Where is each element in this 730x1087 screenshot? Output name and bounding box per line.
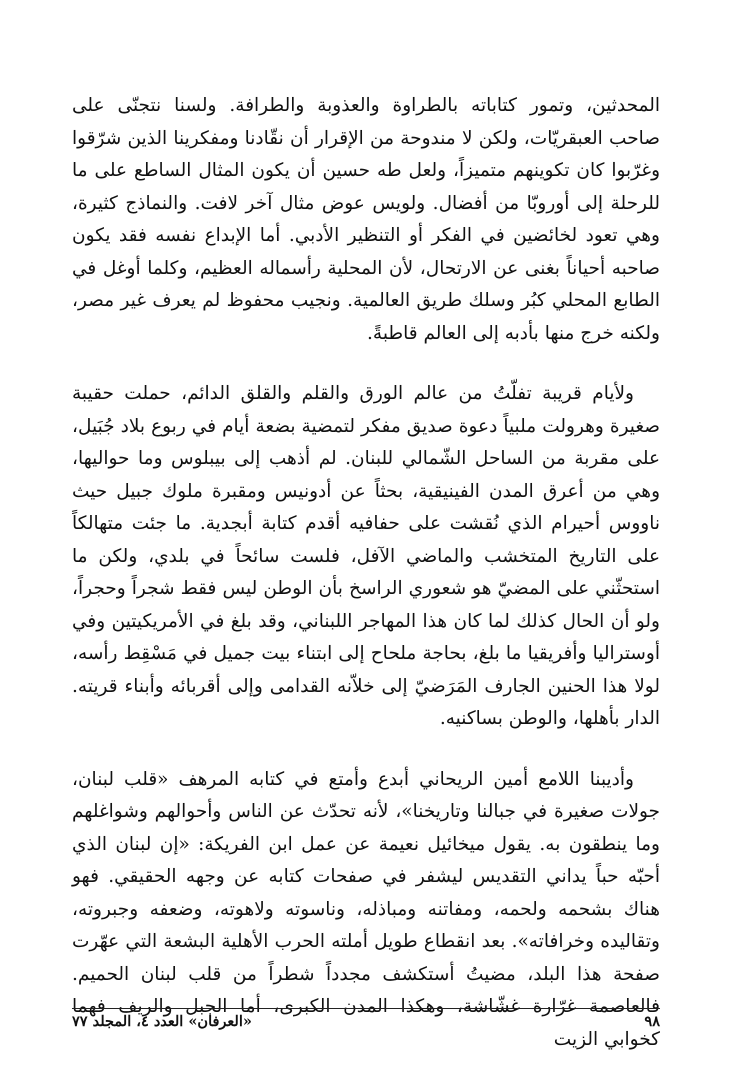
paragraph-2: ولأيام قريبة تفلّتُ من عالم الورق والقلم والقلق الدائم، حملت حقيبة صغيرة وهرولت ملبياً دعوة صديق مفكر لتمضية بضعة أيام في ربوع بلاد جُبَيل، على مقربة من الساحل الشّمالي للبنان. لم أذهب إلى بيبلوس وما حواليها، وهي من أعرق المدن الفينيقية، بحثاً عن أدونيس ومقبرة ملوك جبيل حيث ناووس أحيرام الذي نُقشت على حفافيه أقدم كتابة أبجدية. ما جئت متهالكاً على التاريخ المتخشب والماضي الآفل، فلست سائحاً في بلدي، ولكن ما استحثّني على المضيّ هو شعوري الراسخ بأن الوطن ليس فقط شجراً وحجراً، ولو أن الحال كذلك لما كان هذا المهاجر اللبناني، وقد بلغ في الأمريكيتين وفي أوستراليا وأفريقيا ما بلغ، بحاجة ملحاح إلى ابتناء بيت جميل في مَسْقِط رأسه، لولا هذا الحنين الجارف المَرَضيّ إلى خلاّنه القدامى وإلى أقربائه وأبناء قريته. الدار بأهلها، والوطن بساكنيه. [72, 383, 660, 729]
journal-issue-info: «العرفان» العدد ٤، المجلد ٧٧ [72, 1013, 252, 1030]
page-number: ٩٨ [644, 1013, 660, 1030]
footer-divider [72, 1008, 660, 1009]
paragraph-3: وأديبنا اللامع أمين الريحاني أبدع وأمتع في كتابه المرهف «قلب لبنان، جولات صغيرة في جبالنا وتاريخنا»، لأنه تحدّث عن الناس وأحوالهم وشواغلهم وما ينطقون به. يقول ميخائيل نعيمة عن عمل ابن الفريكة: «إن لبنان الذي أحبّه حباً يداني التقديس ليشفر في صفحات كتابه عن وجهه الحقيقي. فهو هناك بشحمه ولحمه، ومفاتنه ومباذله، وناسوته ولاهوته، وضعفه وجبروته، وتقاليده وخرافاته». بعد انقطاع طويل أملته الحرب الأهلية البشعة التي عهّرت صفحة هذا البلد، مضيتُ أستكشف مجدداً شطراً من قلب لبنان الحميم. فالعاصمة غرّارة غشّاشة، وهكذا المدن الكبرى، أما الجبل والريف فهما كخوابي الزيت [72, 768, 660, 1050]
paragraph-1: المحدثين، وتمور كتاباته بالطراوة والعذوبة والطرافة. ولسنا نتجنّى على صاحب العبقريّات، ولكن لا مندوحة من الإقرار أن نقّادنا ومفكرينا الذين شرّقوا وغرّبوا كان تكوينهم متميزاً، ولعل طه حسين أن يكون المثال الساطع على ما للرحلة إلى أوروبّا من أفضال. ولويس عوض مثال آخر لافت. والنماذج كثيرة، وهي تعود لخائضين في الفكر أو التنظير الأدبي. أما الإبداع نفسه فقد يكون صاحبه أحياناً بغنى عن الارتحال، لأن المحلية رأسماله العظيم، وكلما أوغل في الطابع المحلي كبُر وسلك طريق العالمية. ونجيب محفوظ لم يعرف غير مصر، ولكنه خرج منها بأدبه إلى العالم قاطبةً. [72, 95, 660, 344]
page-footer [72, 1010, 660, 1034]
article-body [72, 90, 660, 1056]
